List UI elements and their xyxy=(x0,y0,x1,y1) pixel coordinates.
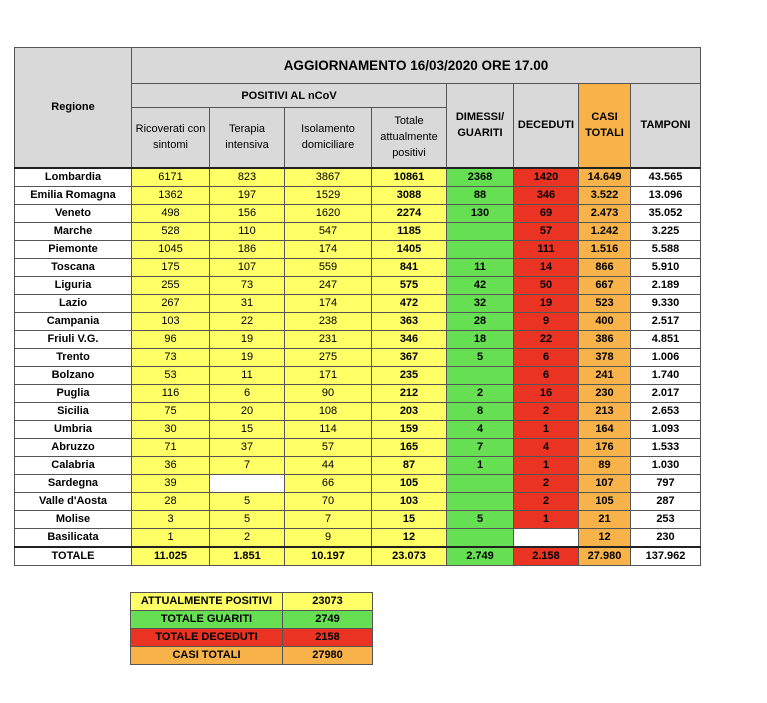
cell-deceduti: 4 xyxy=(514,438,579,456)
cell-dimessi: 8 xyxy=(447,402,514,420)
summary-table xyxy=(130,592,373,665)
summary-row xyxy=(131,629,373,647)
cell-ricoverati: 6171 xyxy=(132,168,210,187)
cell-terapia: 2 xyxy=(210,528,285,547)
table-row xyxy=(15,294,701,312)
cell-deceduti: 22 xyxy=(514,330,579,348)
summary-row xyxy=(131,593,373,611)
table-body xyxy=(15,168,701,566)
cell-ricoverati: 1362 xyxy=(132,186,210,204)
cell-dimessi: 2 xyxy=(447,384,514,402)
cell-region: Lazio xyxy=(15,294,132,312)
cell-tamponi: 1.533 xyxy=(631,438,701,456)
cell-isolamento: 108 xyxy=(285,402,372,420)
cell-ricoverati: 11.025 xyxy=(132,547,210,566)
header-isolamento: Isolamento domiciliare xyxy=(285,108,372,168)
cell-ricoverati: 3 xyxy=(132,510,210,528)
cell-casi: 400 xyxy=(579,312,631,330)
cell-region: Lombardia xyxy=(15,168,132,187)
cell-terapia: 20 xyxy=(210,402,285,420)
cell-terapia: 197 xyxy=(210,186,285,204)
cell-tamponi: 13.096 xyxy=(631,186,701,204)
table-row xyxy=(15,474,701,492)
cell-ricoverati: 1045 xyxy=(132,240,210,258)
cell-isolamento: 174 xyxy=(285,240,372,258)
cell-ricoverati: 96 xyxy=(132,330,210,348)
table-row xyxy=(15,240,701,258)
cell-tamponi: 1.006 xyxy=(631,348,701,366)
covid-regional-table xyxy=(14,47,701,566)
cell-dimessi: 4 xyxy=(447,420,514,438)
cell-isolamento: 70 xyxy=(285,492,372,510)
cell-region: Toscana xyxy=(15,258,132,276)
cell-deceduti: 2 xyxy=(514,492,579,510)
cell-dimessi xyxy=(447,474,514,492)
summary-value: 27980 xyxy=(283,647,373,665)
cell-isolamento: 10.197 xyxy=(285,547,372,566)
summary-value: 2749 xyxy=(283,611,373,629)
cell-totale: 15 xyxy=(372,510,447,528)
cell-deceduti: 50 xyxy=(514,276,579,294)
cell-tamponi: 2.017 xyxy=(631,384,701,402)
cell-deceduti: 1 xyxy=(514,420,579,438)
cell-tamponi: 5.588 xyxy=(631,240,701,258)
summary-row xyxy=(131,647,373,665)
header-tamponi: TAMPONI xyxy=(631,84,701,168)
cell-isolamento: 231 xyxy=(285,330,372,348)
table-row xyxy=(15,222,701,240)
cell-totale: 841 xyxy=(372,258,447,276)
cell-terapia: 19 xyxy=(210,348,285,366)
cell-casi: 241 xyxy=(579,366,631,384)
cell-tamponi: 1.030 xyxy=(631,456,701,474)
cell-casi: 2.473 xyxy=(579,204,631,222)
cell-region: Valle d'Aosta xyxy=(15,492,132,510)
cell-dimessi: 32 xyxy=(447,294,514,312)
cell-terapia xyxy=(210,474,285,492)
cell-ricoverati: 71 xyxy=(132,438,210,456)
cell-region: Friuli V.G. xyxy=(15,330,132,348)
table-row xyxy=(15,402,701,420)
cell-ricoverati: 73 xyxy=(132,348,210,366)
cell-region: Molise xyxy=(15,510,132,528)
cell-isolamento: 559 xyxy=(285,258,372,276)
cell-tamponi: 797 xyxy=(631,474,701,492)
cell-deceduti: 111 xyxy=(514,240,579,258)
summary-label: ATTUALMENTE POSITIVI xyxy=(131,593,283,611)
cell-terapia: 5 xyxy=(210,510,285,528)
cell-region: Abruzzo xyxy=(15,438,132,456)
cell-casi: 866 xyxy=(579,258,631,276)
table-row xyxy=(15,330,701,348)
summary-label: TOTALE DECEDUTI xyxy=(131,629,283,647)
cell-ricoverati: 53 xyxy=(132,366,210,384)
cell-casi: 3.522 xyxy=(579,186,631,204)
cell-totale: 367 xyxy=(372,348,447,366)
cell-terapia: 5 xyxy=(210,492,285,510)
table-row xyxy=(15,258,701,276)
cell-region: Veneto xyxy=(15,204,132,222)
cell-ricoverati: 116 xyxy=(132,384,210,402)
cell-casi: 1.516 xyxy=(579,240,631,258)
cell-deceduti: 69 xyxy=(514,204,579,222)
summary-value: 23073 xyxy=(283,593,373,611)
cell-terapia: 37 xyxy=(210,438,285,456)
cell-deceduti: 6 xyxy=(514,366,579,384)
cell-region: Calabria xyxy=(15,456,132,474)
cell-tamponi: 1.740 xyxy=(631,366,701,384)
cell-dimessi: 2368 xyxy=(447,168,514,187)
cell-dimessi: 5 xyxy=(447,348,514,366)
cell-region: Campania xyxy=(15,312,132,330)
cell-region: TOTALE xyxy=(15,547,132,566)
cell-isolamento: 174 xyxy=(285,294,372,312)
header-ricoverati: Ricoverati con sintomi xyxy=(132,108,210,168)
cell-deceduti: 2.158 xyxy=(514,547,579,566)
cell-casi: 1.242 xyxy=(579,222,631,240)
cell-deceduti: 9 xyxy=(514,312,579,330)
cell-casi: 12 xyxy=(579,528,631,547)
cell-isolamento: 66 xyxy=(285,474,372,492)
cell-deceduti: 1420 xyxy=(514,168,579,187)
cell-totale: 10861 xyxy=(372,168,447,187)
cell-region: Umbria xyxy=(15,420,132,438)
cell-deceduti: 1 xyxy=(514,510,579,528)
cell-deceduti xyxy=(514,528,579,547)
cell-isolamento: 114 xyxy=(285,420,372,438)
header-positivi-group: POSITIVI AL nCoV xyxy=(132,84,447,108)
cell-deceduti: 6 xyxy=(514,348,579,366)
cell-dimessi: 18 xyxy=(447,330,514,348)
cell-totale: 472 xyxy=(372,294,447,312)
cell-totale: 346 xyxy=(372,330,447,348)
cell-ricoverati: 103 xyxy=(132,312,210,330)
cell-totale: 12 xyxy=(372,528,447,547)
table-row xyxy=(15,492,701,510)
cell-deceduti: 346 xyxy=(514,186,579,204)
cell-dimessi: 1 xyxy=(447,456,514,474)
cell-isolamento: 7 xyxy=(285,510,372,528)
cell-terapia: 156 xyxy=(210,204,285,222)
cell-region: Puglia xyxy=(15,384,132,402)
cell-terapia: 1.851 xyxy=(210,547,285,566)
table-row xyxy=(15,168,701,187)
cell-isolamento: 3867 xyxy=(285,168,372,187)
cell-tamponi: 4.851 xyxy=(631,330,701,348)
cell-totale: 23.073 xyxy=(372,547,447,566)
cell-region: Piemonte xyxy=(15,240,132,258)
cell-totale: 87 xyxy=(372,456,447,474)
cell-tamponi: 2.517 xyxy=(631,312,701,330)
cell-dimessi: 7 xyxy=(447,438,514,456)
table-row xyxy=(15,510,701,528)
cell-region: Marche xyxy=(15,222,132,240)
cell-deceduti: 57 xyxy=(514,222,579,240)
header-regione: Regione xyxy=(15,48,132,168)
table-row xyxy=(15,348,701,366)
cell-tamponi: 2.189 xyxy=(631,276,701,294)
cell-ricoverati: 498 xyxy=(132,204,210,222)
cell-casi: 107 xyxy=(579,474,631,492)
cell-tamponi: 3.225 xyxy=(631,222,701,240)
total-row xyxy=(15,547,701,566)
cell-ricoverati: 30 xyxy=(132,420,210,438)
cell-region: Basilicata xyxy=(15,528,132,547)
cell-terapia: 823 xyxy=(210,168,285,187)
cell-dimessi: 28 xyxy=(447,312,514,330)
cell-deceduti: 16 xyxy=(514,384,579,402)
cell-dimessi: 130 xyxy=(447,204,514,222)
cell-ricoverati: 39 xyxy=(132,474,210,492)
cell-dimessi xyxy=(447,240,514,258)
cell-casi: 21 xyxy=(579,510,631,528)
cell-totale: 105 xyxy=(372,474,447,492)
cell-dimessi: 11 xyxy=(447,258,514,276)
cell-dimessi xyxy=(447,222,514,240)
header-terapia: Terapia intensiva xyxy=(210,108,285,168)
cell-terapia: 7 xyxy=(210,456,285,474)
table-row xyxy=(15,204,701,222)
cell-tamponi: 2.653 xyxy=(631,402,701,420)
cell-isolamento: 57 xyxy=(285,438,372,456)
cell-deceduti: 19 xyxy=(514,294,579,312)
summary-value: 2158 xyxy=(283,629,373,647)
cell-terapia: 107 xyxy=(210,258,285,276)
cell-casi: 667 xyxy=(579,276,631,294)
table-row xyxy=(15,438,701,456)
cell-tamponi: 230 xyxy=(631,528,701,547)
table-row xyxy=(15,384,701,402)
cell-terapia: 19 xyxy=(210,330,285,348)
cell-isolamento: 1529 xyxy=(285,186,372,204)
cell-tamponi: 5.910 xyxy=(631,258,701,276)
cell-tamponi: 137.962 xyxy=(631,547,701,566)
cell-ricoverati: 28 xyxy=(132,492,210,510)
cell-terapia: 110 xyxy=(210,222,285,240)
cell-totale: 165 xyxy=(372,438,447,456)
cell-region: Liguria xyxy=(15,276,132,294)
cell-region: Emilia Romagna xyxy=(15,186,132,204)
table-row xyxy=(15,276,701,294)
cell-tamponi: 287 xyxy=(631,492,701,510)
cell-isolamento: 238 xyxy=(285,312,372,330)
cell-deceduti: 2 xyxy=(514,402,579,420)
cell-terapia: 31 xyxy=(210,294,285,312)
cell-casi: 378 xyxy=(579,348,631,366)
cell-totale: 3088 xyxy=(372,186,447,204)
cell-isolamento: 171 xyxy=(285,366,372,384)
cell-tamponi: 9.330 xyxy=(631,294,701,312)
table-row xyxy=(15,528,701,547)
table-row xyxy=(15,366,701,384)
summary-row xyxy=(131,611,373,629)
cell-isolamento: 547 xyxy=(285,222,372,240)
cell-casi: 176 xyxy=(579,438,631,456)
cell-totale: 159 xyxy=(372,420,447,438)
cell-isolamento: 44 xyxy=(285,456,372,474)
cell-casi: 105 xyxy=(579,492,631,510)
cell-isolamento: 90 xyxy=(285,384,372,402)
cell-totale: 235 xyxy=(372,366,447,384)
table-row xyxy=(15,456,701,474)
cell-dimessi: 2.749 xyxy=(447,547,514,566)
cell-region: Bolzano xyxy=(15,366,132,384)
cell-casi: 386 xyxy=(579,330,631,348)
cell-tamponi: 253 xyxy=(631,510,701,528)
cell-isolamento: 247 xyxy=(285,276,372,294)
cell-isolamento: 275 xyxy=(285,348,372,366)
cell-casi: 27.980 xyxy=(579,547,631,566)
cell-terapia: 186 xyxy=(210,240,285,258)
cell-casi: 230 xyxy=(579,384,631,402)
cell-deceduti: 2 xyxy=(514,474,579,492)
cell-terapia: 6 xyxy=(210,384,285,402)
cell-ricoverati: 267 xyxy=(132,294,210,312)
cell-isolamento: 1620 xyxy=(285,204,372,222)
summary-label: CASI TOTALI xyxy=(131,647,283,665)
cell-dimessi xyxy=(447,366,514,384)
cell-tamponi: 35.052 xyxy=(631,204,701,222)
header-casi-totali: CASI TOTALI xyxy=(579,84,631,168)
cell-casi: 89 xyxy=(579,456,631,474)
header-dimessi: DIMESSI/ GUARITI xyxy=(447,84,514,168)
cell-ricoverati: 528 xyxy=(132,222,210,240)
cell-dimessi: 88 xyxy=(447,186,514,204)
cell-totale: 203 xyxy=(372,402,447,420)
header-deceduti: DECEDUTI xyxy=(514,84,579,168)
cell-deceduti: 1 xyxy=(514,456,579,474)
cell-casi: 14.649 xyxy=(579,168,631,187)
cell-casi: 164 xyxy=(579,420,631,438)
cell-tamponi: 43.565 xyxy=(631,168,701,187)
cell-ricoverati: 1 xyxy=(132,528,210,547)
cell-dimessi xyxy=(447,528,514,547)
summary-label: TOTALE GUARITI xyxy=(131,611,283,629)
cell-ricoverati: 75 xyxy=(132,402,210,420)
cell-dimessi: 5 xyxy=(447,510,514,528)
cell-deceduti: 14 xyxy=(514,258,579,276)
cell-dimessi: 42 xyxy=(447,276,514,294)
table-row xyxy=(15,312,701,330)
cell-terapia: 15 xyxy=(210,420,285,438)
cell-totale: 2274 xyxy=(372,204,447,222)
cell-totale: 363 xyxy=(372,312,447,330)
cell-totale: 575 xyxy=(372,276,447,294)
table-row xyxy=(15,186,701,204)
cell-terapia: 22 xyxy=(210,312,285,330)
cell-region: Sardegna xyxy=(15,474,132,492)
cell-dimessi xyxy=(447,492,514,510)
cell-totale: 212 xyxy=(372,384,447,402)
cell-casi: 523 xyxy=(579,294,631,312)
cell-tamponi: 1.093 xyxy=(631,420,701,438)
cell-totale: 1185 xyxy=(372,222,447,240)
header-totale-positivi: Totale attualmente positivi xyxy=(372,108,447,168)
table-row xyxy=(15,420,701,438)
cell-terapia: 73 xyxy=(210,276,285,294)
cell-casi: 213 xyxy=(579,402,631,420)
table-title: AGGIORNAMENTO 16/03/2020 ORE 17.00 xyxy=(132,48,701,84)
cell-isolamento: 9 xyxy=(285,528,372,547)
cell-region: Trento xyxy=(15,348,132,366)
cell-totale: 1405 xyxy=(372,240,447,258)
cell-region: Sicilia xyxy=(15,402,132,420)
cell-terapia: 11 xyxy=(210,366,285,384)
cell-ricoverati: 36 xyxy=(132,456,210,474)
cell-totale: 103 xyxy=(372,492,447,510)
cell-ricoverati: 255 xyxy=(132,276,210,294)
cell-ricoverati: 175 xyxy=(132,258,210,276)
